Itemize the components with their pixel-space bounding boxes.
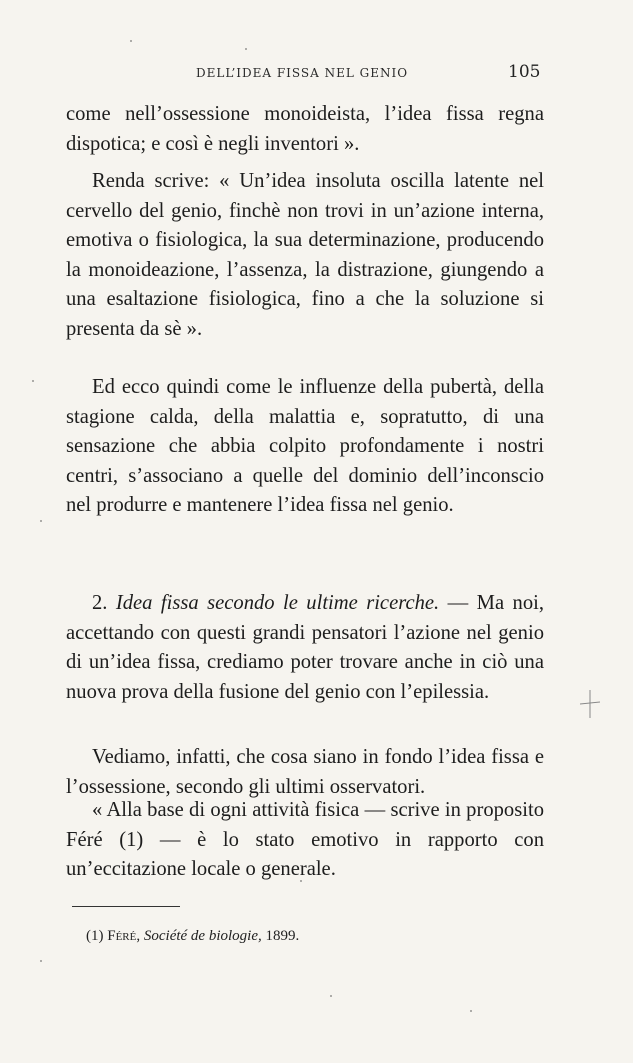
footnote [86,928,299,945]
paper-speck [40,520,42,522]
paper-speck [32,380,34,382]
paper-speck [245,48,247,50]
footnote-marker: (1) [86,928,104,944]
paragraph-continuation [66,100,544,159]
page-number: 105 [508,62,541,82]
paragraph-text: « Alla base di ogni attività fisica — scrive in proposito Féré (1) — è lo stato emotivo in rapporto con un’eccitazione locale o generale. [66,799,544,880]
footnote-author: Féré, [107,928,141,944]
footnote-divider [72,906,180,907]
paragraph-text: Renda scrive: « Un’idea insoluta oscilla latente nel cervello del genio, finchè non trovi in un’azione interna, emotiva o fisiologica, la sua determinazione, producendo la monoideazione, l’assenza, la distrazione, giungendo a una esaltazione fisiologica, fino a che la soluzione si presenta da sè ». [66,170,544,340]
running-header: DELL’IDEA FISSA NEL GENIO [196,66,409,80]
paragraph-text: Vediamo, infatti, che cosa siano in fondo l’idea fissa e l’ossessione, secondo gli ultimi osservatori. [66,746,544,798]
paragraph-text: come nell’ossessione monoideista, l’idea fissa regna dispotica; e così è negli inventori ». [66,103,544,155]
section-2-paragraph [66,589,544,707]
paper-speck [40,960,42,962]
section-body: — Ma noi, accettando con questi grandi pensatori l’azione nel genio di un’idea fissa, crediamo poter trovare anche in ciò una nuova prova della fusione del genio con l’epilessia. [66,592,544,703]
section-number: 2. [92,592,108,614]
paper-speck [130,40,132,42]
paper-speck [330,995,332,997]
paper-speck [470,1010,472,1012]
section-paragraph [66,589,544,707]
footnote-year: 1899. [265,928,300,944]
footnote-journal: Société de biologie, [143,928,262,944]
paragraph-influences [66,373,544,521]
paragraph-fere-quote [66,796,544,885]
section-title: Idea fissa secondo le ultime ricerche. [115,592,440,614]
paragraph-text: Ed ecco quindi come le influenze della pubertà, della stagione calda, della malattia e, sopratutto, di una sensazione che abbia colpito profondamente i nostri centri, s’associano a quelle del dominio dell’inconscio nel produrre e mantenere l’idea fissa nel genio. [66,376,544,516]
paragraph-vediamo [66,743,544,802]
paragraph-renda-quote [66,167,544,344]
paper-speck [300,880,302,882]
margin-cross-mark [580,690,600,718]
